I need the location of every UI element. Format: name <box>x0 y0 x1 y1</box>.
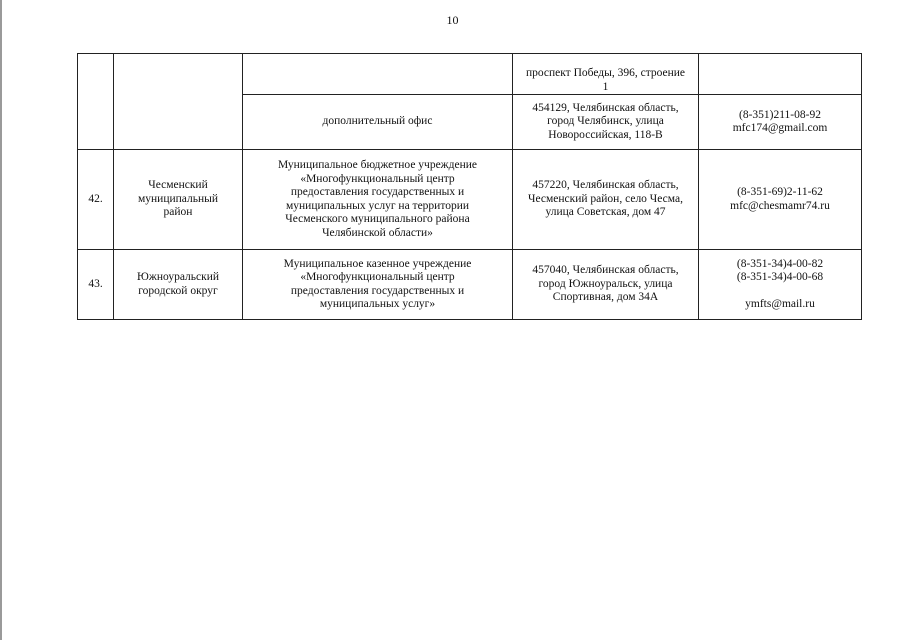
address-line: 1 <box>602 80 609 93</box>
address-line: 457040, Челябинская область, <box>532 264 679 277</box>
page-number: 10 <box>446 13 459 27</box>
row-number-cell: 42. <box>78 150 114 250</box>
address-cell <box>513 150 699 250</box>
organization-line: Чесменского муниципального района <box>285 213 470 225</box>
contacts-cell <box>699 95 862 150</box>
municipality-cell <box>114 250 243 320</box>
address-line: город Южноуральск, улица <box>538 277 673 290</box>
address-cell <box>513 54 699 95</box>
row-number-cell <box>78 54 114 150</box>
table-row-continuation <box>78 54 862 95</box>
organization-line: Муниципальное бюджетное учреждение <box>277 159 478 171</box>
services-table <box>77 53 862 320</box>
address-line: Чесменский район, село Чесма, <box>528 192 683 205</box>
organization-line: «Многофункциональный центр <box>300 271 455 283</box>
organization-cell <box>243 54 513 95</box>
email-text: ymfts@mail.ru <box>745 298 815 310</box>
organization-cell <box>243 150 513 250</box>
address-line: улица Советская, дом 47 <box>545 206 666 219</box>
organization-cell <box>243 250 513 320</box>
organization-cell: дополнительный офис <box>243 95 513 150</box>
municipality-line: муниципальный <box>137 192 219 205</box>
organization-line: предоставления государственных и <box>290 186 465 198</box>
organization-line: Челябинской области» <box>322 226 433 239</box>
phone-text: (8-351-69)2-11-62 <box>737 186 823 198</box>
table-row-43 <box>78 250 862 320</box>
address-line: проспект Победы, 396, строение <box>525 67 686 79</box>
municipality-line: Южноуральский <box>136 271 220 283</box>
municipality-cell <box>114 150 243 250</box>
organization-line: муниципальных услуг» <box>319 298 436 310</box>
organization-line: Муниципальное казенное учреждение <box>283 257 472 270</box>
page-left-edge <box>0 0 2 640</box>
row-number-cell: 43. <box>78 250 114 320</box>
contacts-cell <box>699 54 862 95</box>
email-text: mfc174@gmail.com <box>732 122 828 134</box>
phone-text: (8-351)211-08-92 <box>739 108 821 121</box>
organization-line: муниципальных услуг на территории <box>285 199 470 212</box>
organization-line: предоставления государственных и <box>290 284 465 297</box>
organization-line: «Многофункциональный центр <box>300 172 455 185</box>
table-row-42 <box>78 150 862 250</box>
contacts-gap <box>703 285 857 299</box>
address-line: город Челябинск, улица <box>547 115 664 128</box>
address-cell <box>513 95 699 150</box>
phone-text: (8-351-34)4-00-82 <box>736 257 824 270</box>
municipality-line: городской округ <box>138 284 218 297</box>
phone-text: (8-351-34)4-00-68 <box>736 271 824 283</box>
address-line: Новороссийская, 118-В <box>548 128 663 141</box>
municipality-line: район <box>163 206 193 219</box>
address-cell <box>513 250 699 320</box>
address-line: 454129, Челябинская область, <box>532 101 679 114</box>
contacts-cell <box>699 150 862 250</box>
contacts-cell <box>699 250 862 320</box>
municipality-cell <box>114 54 243 150</box>
address-line: Спортивная, дом 34А <box>552 291 659 304</box>
municipality-line: Чесменский <box>148 179 208 192</box>
email-text: mfc@chesmamr74.ru <box>730 199 830 212</box>
address-line: 457220, Челябинская область, <box>532 179 679 192</box>
